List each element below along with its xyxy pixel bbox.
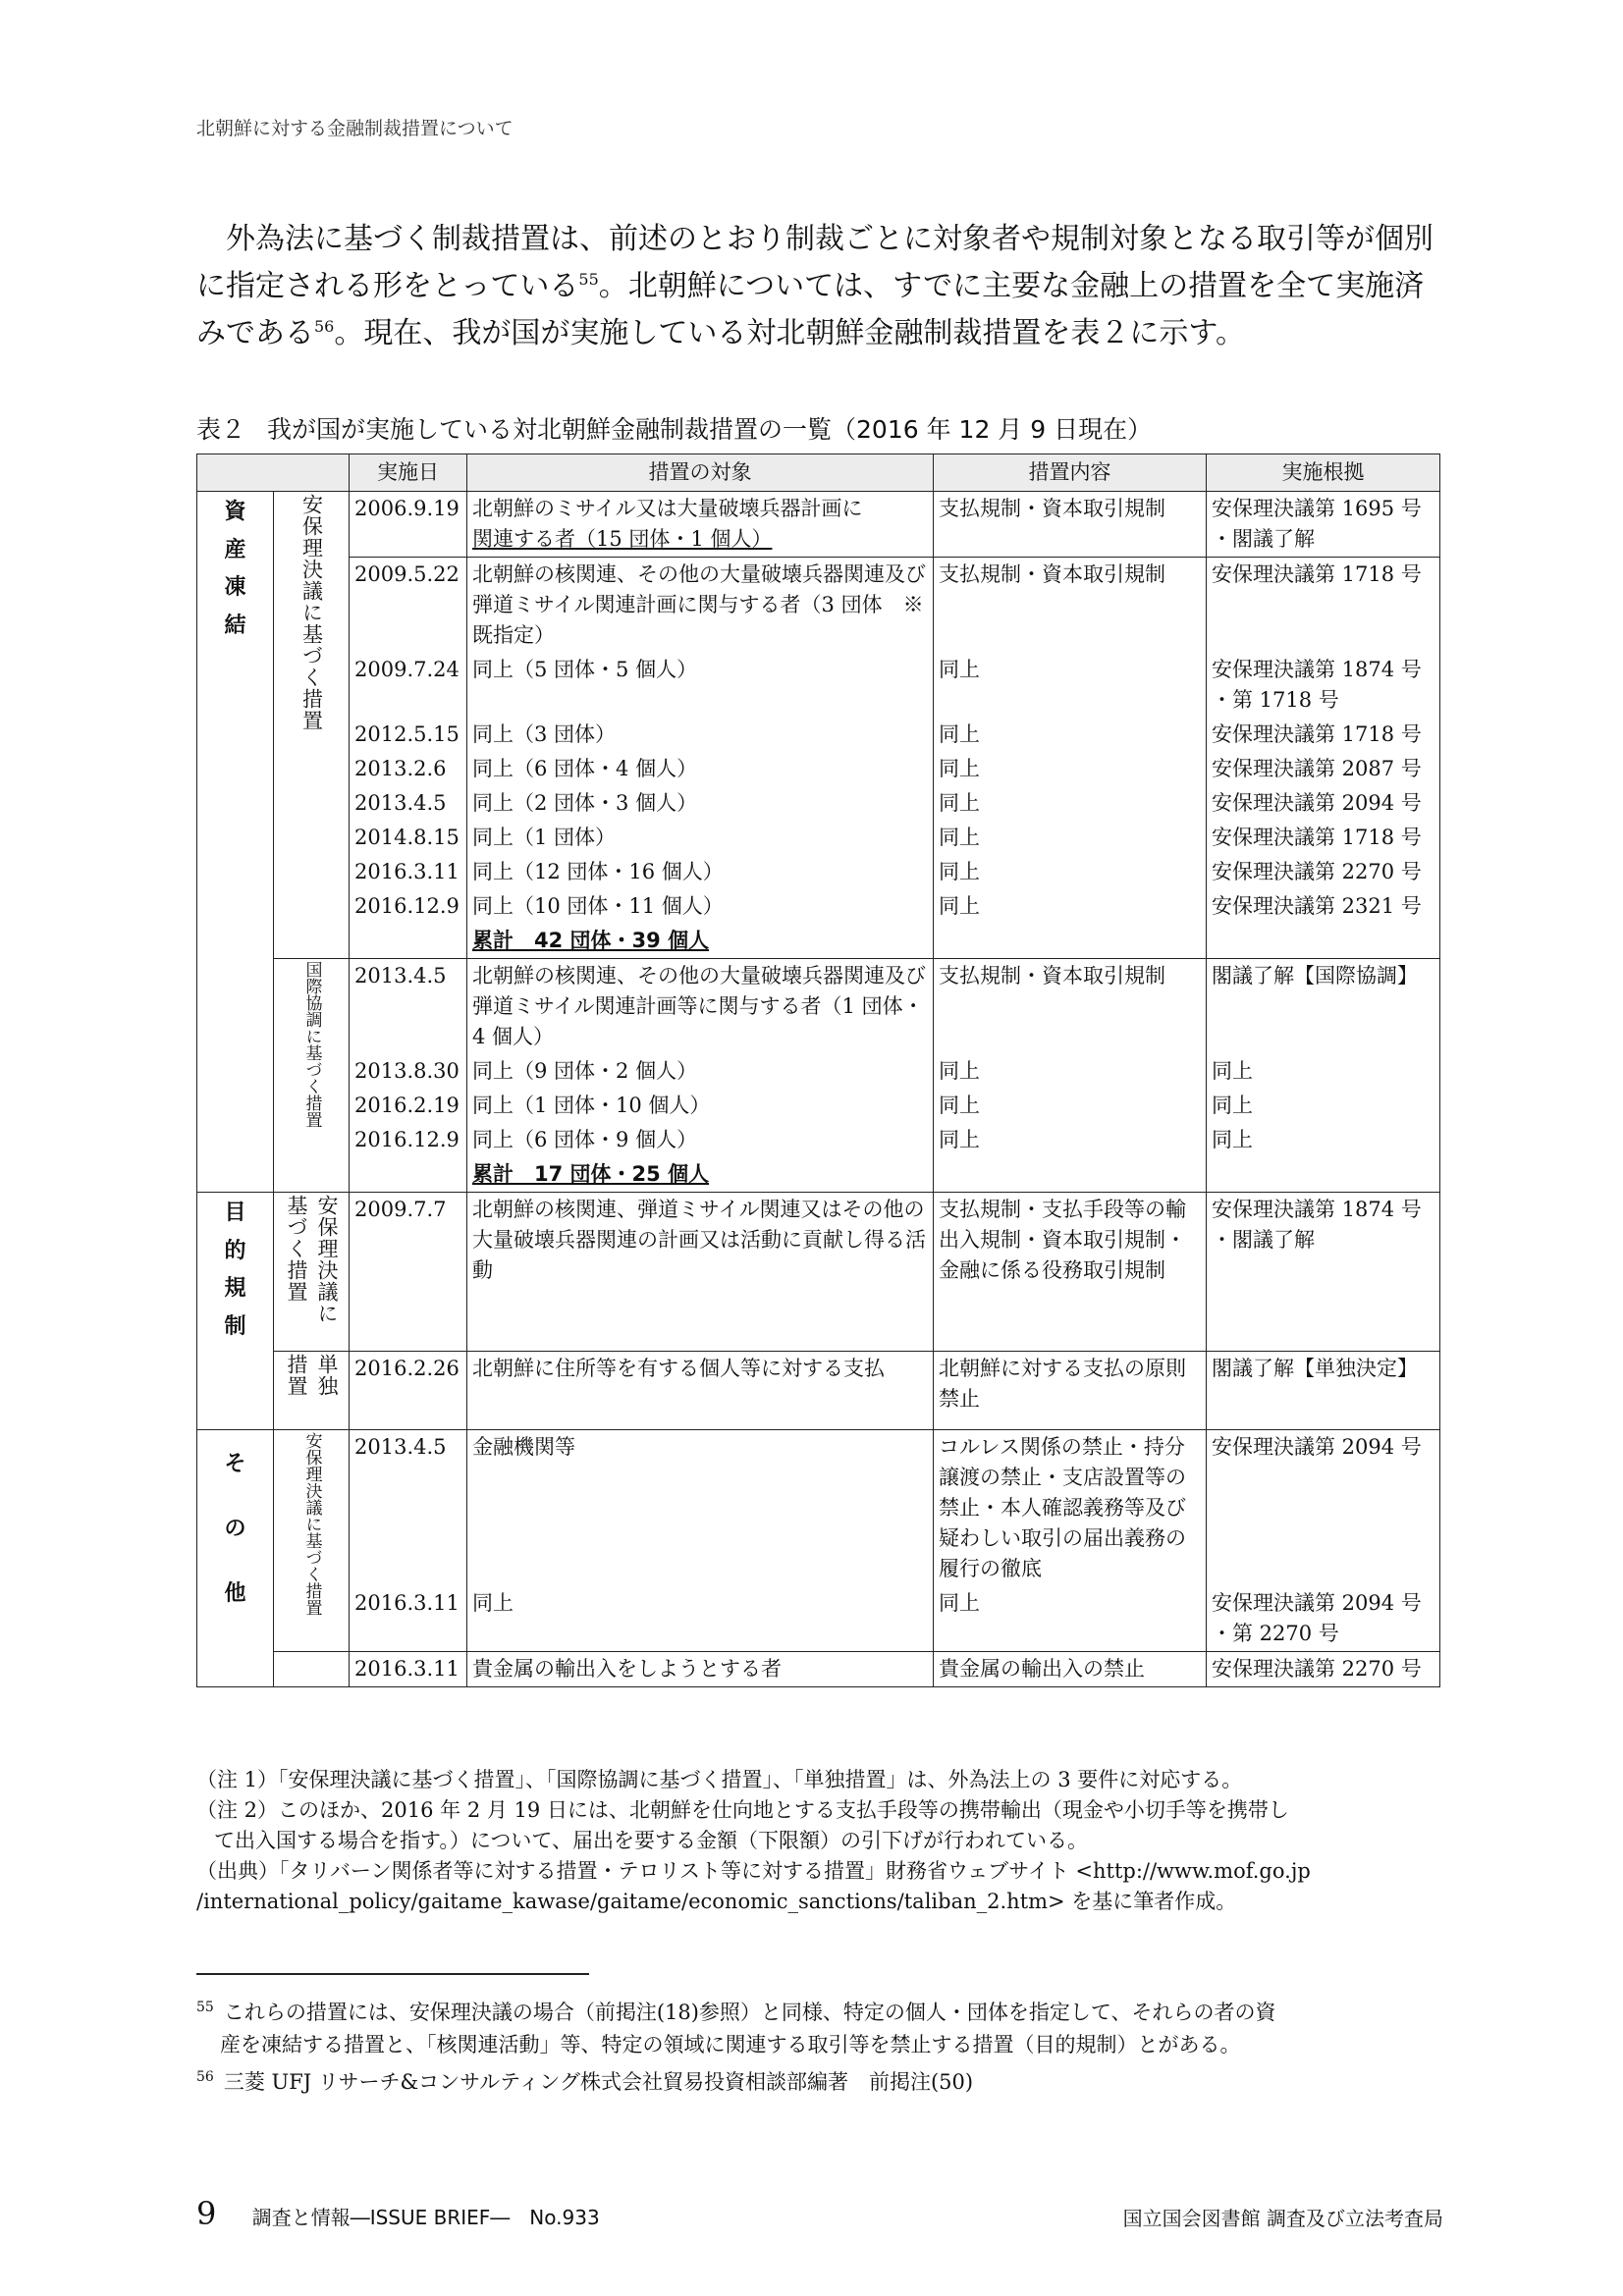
- target-cell: 同上（1 団体・10 個人）: [467, 1089, 934, 1123]
- total-cell: [467, 924, 934, 959]
- target-cell: 同上（3 団体）: [467, 718, 934, 752]
- date-cell: 2013.8.30: [350, 1054, 467, 1089]
- date-cell: 2016.2.19: [350, 1089, 467, 1123]
- date-cell: 2009.7.7: [350, 1193, 467, 1352]
- basis-cell: 同上: [1207, 1089, 1440, 1123]
- date-cell: 2009.7.24: [350, 653, 467, 718]
- basis-cell: 安保理決議第 2094 号: [1207, 1430, 1440, 1587]
- basis-cell: 安保理決議第 1695 号 ・閣議了解: [1207, 492, 1440, 558]
- date-cell: [350, 1157, 467, 1193]
- table-row: [197, 1193, 1440, 1352]
- target-cell: 同上（5 団体・5 個人）: [467, 653, 934, 718]
- subcategory-unsc-purpose: 安保理決議に 基づく措置: [274, 1193, 350, 1352]
- category-asset-freeze: 資産凍結: [197, 492, 274, 1193]
- table-row: [197, 855, 1440, 889]
- content-cell: 同上: [934, 1123, 1207, 1157]
- target-cell: 北朝鮮の核関連、その他の大量破壊兵器関連及び弾道ミサイル関連計画に関与する者（3 団体 ※既指定）: [467, 558, 934, 654]
- total-unsc: 累計 42 団体・39 個人: [472, 929, 710, 952]
- header-basis: 実施根拠: [1207, 454, 1440, 492]
- note-2-line-1: （注 2）このほか、2016 年 2 月 19 日には、北朝鮮を仕向地とする支払手段等の携帯輸出（現金や小切手等を携帯し: [196, 1798, 1289, 1822]
- footnote-ref-55[interactable]: 55: [578, 270, 599, 289]
- content-cell: [934, 1157, 1207, 1193]
- target-cell: 北朝鮮のミサイル又は大量破壊兵器計画に 関連する者（15 団体・1 個人）: [467, 492, 934, 558]
- date-cell: 2006.9.19: [350, 492, 467, 558]
- basis-cell: 安保理決議第 2270 号: [1207, 855, 1440, 889]
- basis-cell: 安保理決議第 1874 号 ・閣議了解: [1207, 1193, 1440, 1352]
- publisher: 国立国会図書館 調査及び立法考査局: [1122, 2207, 1443, 2230]
- content-cell: [934, 924, 1207, 959]
- table-row: [197, 1352, 1440, 1430]
- target-cell: 北朝鮮に住所等を有する個人等に対する支払: [467, 1352, 934, 1430]
- date-cell: 2016.2.26: [350, 1352, 467, 1430]
- target-cell: 同上（10 団体・11 個人）: [467, 889, 934, 924]
- basis-cell: 安保理決議第 2270 号: [1207, 1652, 1440, 1687]
- target-cell: 貴金属の輸出入をしようとする者: [467, 1652, 934, 1687]
- content-cell: 同上: [934, 889, 1207, 924]
- category-other: その他: [197, 1430, 274, 1687]
- header-date: 実施日: [350, 454, 467, 492]
- table-caption-label: 表２: [196, 415, 246, 444]
- content-cell: 同上: [934, 752, 1207, 786]
- target-cell: 同上（9 団体・2 個人）: [467, 1054, 934, 1089]
- source-line-1[interactable]: （出典）「タリバーン関係者等に対する措置・テロリスト等に対する措置」財務省ウェブサイト <http://www.mof.go.jp: [196, 1859, 1311, 1883]
- basis-cell: 安保理決議第 2094 号: [1207, 786, 1440, 821]
- date-cell: 2016.3.11: [350, 1586, 467, 1652]
- basis-cell: 安保理決議第 1874 号 ・第 1718 号: [1207, 653, 1440, 718]
- content-cell: 同上: [934, 1054, 1207, 1089]
- date-cell: 2013.4.5: [350, 786, 467, 821]
- intro-text-3: 。現在、我が国が実施している対北朝鮮金融制裁措置を表２に示す。: [334, 316, 1245, 350]
- basis-cell: 同上: [1207, 1123, 1440, 1157]
- date-cell: 2013.4.5: [350, 1430, 467, 1587]
- content-cell: 同上: [934, 1586, 1207, 1652]
- table-header-row: [197, 454, 1440, 492]
- basis-cell: 安保理決議第 2087 号: [1207, 752, 1440, 786]
- date-cell: 2014.8.15: [350, 821, 467, 855]
- table-row: [197, 889, 1440, 924]
- date-cell: 2016.3.11: [350, 1652, 467, 1687]
- total-cell: [467, 1157, 934, 1193]
- subcategory-blank: [274, 1652, 350, 1687]
- content-cell: 同上: [934, 718, 1207, 752]
- table-row-total: [197, 924, 1440, 959]
- total-intl: 累計 17 団体・25 個人: [472, 1162, 710, 1186]
- content-cell: 同上: [934, 1089, 1207, 1123]
- table-row: [197, 1652, 1440, 1687]
- intro-paragraph: [196, 216, 1434, 357]
- target-cell: 同上（6 団体・9 個人）: [467, 1123, 934, 1157]
- table-row-total: [197, 1157, 1440, 1193]
- page-number: 9: [196, 2195, 217, 2232]
- table-row: [197, 492, 1440, 558]
- content-cell: 同上: [934, 855, 1207, 889]
- footnote-55: $^{55}$ これらの措置には、安保理決議の場合（前掲注(18)参照）と同様、特定の個人・団体を指定して、それらの者の資: [196, 2000, 1276, 2024]
- basis-cell: [1207, 924, 1440, 959]
- target-cell: 北朝鮮の核関連、その他の大量破壊兵器関連及び弾道ミサイル関連計画等に関与する者（1 団体・4 個人）: [467, 959, 934, 1055]
- footnote-55-cont: 産を凍結する措置と、「核関連活動」等、特定の領域に関連する取引等を禁止する措置（目的規制）とがある。: [220, 2033, 1241, 2056]
- page-footer: [196, 2195, 1443, 2232]
- header-blank: [197, 454, 350, 492]
- intro-text-1: 外為法に基づく制裁措置は、前述のとおり制裁ごとに対象者や規制対象となる取引等が個別に指定される形をとっている: [196, 222, 1434, 303]
- basis-cell: 閣議了解【国際協調】: [1207, 959, 1440, 1055]
- table-row: [197, 821, 1440, 855]
- basis-cell: [1207, 1157, 1440, 1193]
- table-row: [197, 1054, 1440, 1089]
- content-cell: 貴金属の輸出入の禁止: [934, 1652, 1207, 1687]
- basis-cell: 安保理決議第 1718 号: [1207, 558, 1440, 654]
- table-row: [197, 786, 1440, 821]
- date-cell: 2009.5.22: [350, 558, 467, 654]
- content-cell: 支払規制・資本取引規制: [934, 492, 1207, 558]
- table-row: [197, 959, 1440, 1055]
- basis-cell: 閣議了解【単独決定】: [1207, 1352, 1440, 1430]
- table-caption-title: 我が国が実施している対北朝鮮金融制裁措置の一覧（2016 年 12 月 9 日現在）: [267, 415, 1153, 444]
- table-row: [197, 752, 1440, 786]
- footnote-56: $^{56}$ 三菱 UFJ リサーチ&コンサルティング株式会社貿易投資相談部編著 前掲注(50): [196, 2069, 974, 2094]
- target-cell: 同上（12 団体・16 個人）: [467, 855, 934, 889]
- basis-cell: 同上: [1207, 1054, 1440, 1089]
- date-cell: 2016.3.11: [350, 855, 467, 889]
- table-notes: [196, 1765, 1443, 1917]
- subcategory-solo: 単独 措置: [274, 1352, 350, 1430]
- table-row: [197, 1123, 1440, 1157]
- subcategory-intl: 国際協調に基づく措置: [274, 959, 350, 1193]
- footnote-divider: [196, 1973, 589, 1975]
- content-cell: 支払規制・資本取引規制: [934, 558, 1207, 654]
- date-cell: [350, 924, 467, 959]
- date-cell: 2016.12.9: [350, 889, 467, 924]
- date-cell: 2012.5.15: [350, 718, 467, 752]
- table-row: [197, 1430, 1440, 1587]
- basis-cell: 安保理決議第 2094 号 ・第 2270 号: [1207, 1586, 1440, 1652]
- basis-cell: 安保理決議第 1718 号: [1207, 718, 1440, 752]
- target-cell: 金融機関等: [467, 1430, 934, 1587]
- footnote-ref-56[interactable]: 56: [314, 317, 335, 336]
- date-cell: 2016.12.9: [350, 1123, 467, 1157]
- table-row: [197, 1089, 1440, 1123]
- content-cell: 同上: [934, 653, 1207, 718]
- note-1: （注 1）「安保理決議に基づく措置」、「国際協調に基づく措置」、「単独措置」は、外為法上の 3 要件に対応する。: [196, 1768, 1243, 1791]
- series-title: 調査と情報―ISSUE BRIEF― No.933: [251, 2206, 600, 2229]
- footnotes: [196, 1993, 1443, 2100]
- table-row: [197, 1586, 1440, 1652]
- table-row: [197, 718, 1440, 752]
- basis-cell: 安保理決議第 1718 号: [1207, 821, 1440, 855]
- sanctions-table: [196, 454, 1440, 1687]
- header-target: 措置の対象: [467, 454, 934, 492]
- header-content: 措置内容: [934, 454, 1207, 492]
- source-line-2[interactable]: /international_policy/gaitame_kawase/gaitame/economic_sanctions/taliban_2.htm> を基に筆者作成。: [196, 1890, 1237, 1913]
- content-cell: 同上: [934, 786, 1207, 821]
- table-row: [197, 653, 1440, 718]
- running-header: 北朝鮮に対する金融制裁措置について: [196, 118, 514, 139]
- table-caption: [196, 410, 1152, 446]
- date-cell: 2013.4.5: [350, 959, 467, 1055]
- content-cell: 同上: [934, 821, 1207, 855]
- target-cell: 北朝鮮の核関連、弾道ミサイル関連又はその他の大量破壊兵器関連の計画又は活動に貢献し得る活動: [467, 1193, 934, 1352]
- date-cell: 2013.2.6: [350, 752, 467, 786]
- content-cell: コルレス関係の禁止・持分譲渡の禁止・支店設置等の禁止・本人確認義務等及び疑わしい取引の届出義務の履行の徹底: [934, 1430, 1207, 1587]
- target-cell: 同上（6 団体・4 個人）: [467, 752, 934, 786]
- note-2-line-2: て出入国する場合を指す。）について、届出を要する金額（下限額）の引下げが行われている。: [214, 1829, 1088, 1852]
- subcategory-unsc: 安保理決議に基づく措置: [274, 492, 350, 959]
- table-row: [197, 558, 1440, 654]
- content-cell: 支払規制・資本取引規制: [934, 959, 1207, 1055]
- basis-cell: 安保理決議第 2321 号: [1207, 889, 1440, 924]
- category-purpose: 目的規制: [197, 1193, 274, 1430]
- target-cell: 同上（2 団体・3 個人）: [467, 786, 934, 821]
- content-cell: 支払規制・支払手段等の輸出入規制・資本取引規制・金融に係る役務取引規制: [934, 1193, 1207, 1352]
- target-cell: 同上（1 団体）: [467, 821, 934, 855]
- content-cell: 北朝鮮に対する支払の原則禁止: [934, 1352, 1207, 1430]
- subcategory-unsc-other: 安保理決議に基づく措置: [274, 1430, 350, 1652]
- target-cell: 同上: [467, 1586, 934, 1652]
- intro-text-2: 。北朝鮮については、すでに主要な金融上の措置を全て実施済みである: [196, 269, 1425, 350]
